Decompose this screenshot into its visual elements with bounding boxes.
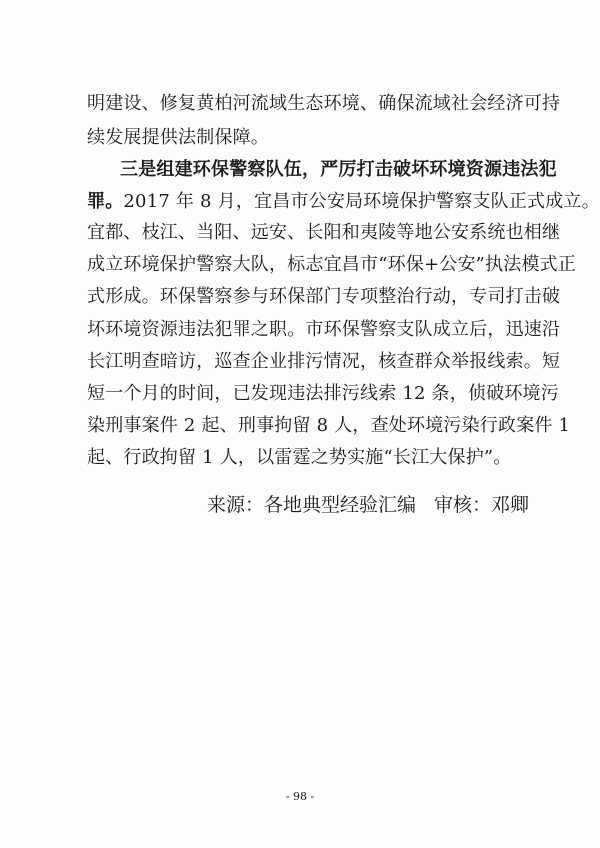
paragraph-2-line-6: 长江明查暗访，巡查企业排污情况，核查群众举报线索。短 (87, 351, 561, 372)
paragraph-2-line-8: 染刑事案件 2 起、刑事拘留 8 人，查处环境污染行政案件 1 (87, 415, 571, 436)
paragraph-2-line-1 (87, 190, 600, 214)
paragraph-2-line-3: 成立环境保护警察大队，标志宜昌市“环保+公安”执法模式正 (87, 254, 577, 275)
paragraph-2-line-5: 坏环境资源违法犯罪之职。市环保警察支队成立后，迅速沿 (87, 319, 561, 340)
reviewer-label: 审核：邓卿 (434, 494, 530, 516)
paragraph-2-line-9: 起、行政拘留 1 人，以雷霆之势实施“长江大保护”。 (87, 447, 512, 468)
paragraph-2-line-1-text: 2017 年 8 月，宜昌市公安局环境保护警察支队正式成立。 (123, 191, 600, 212)
paragraph-2-line-4: 式形成。环保警察参与环保部门专项整治行动，专司打击破 (87, 286, 561, 307)
paragraph-2-heading-cont: 罪。 (87, 191, 124, 212)
paragraph-2-heading: 三是组建环保警察队伍，严厉打击破坏环境资源违法犯 (120, 159, 557, 180)
source-label: 来源：各地典型经验汇编 (207, 494, 417, 516)
paragraph-1-line-1: 明建设、修复黄柏河流域生态环境、确保流域社会经济可持 (87, 93, 561, 114)
paragraph-2-line-2: 宜都、枝江、当阳、远安、长阳和夷陵等地公安系统也相继 (87, 222, 561, 243)
source-line (207, 493, 529, 517)
page-number: - 98 - (285, 790, 315, 803)
paragraph-1-line-2: 续发展提供法制保障。 (87, 127, 269, 148)
paragraph-2-line-7: 短一个月的时间，已发现违法排污线索 12 条，侦破环境污 (87, 383, 559, 404)
